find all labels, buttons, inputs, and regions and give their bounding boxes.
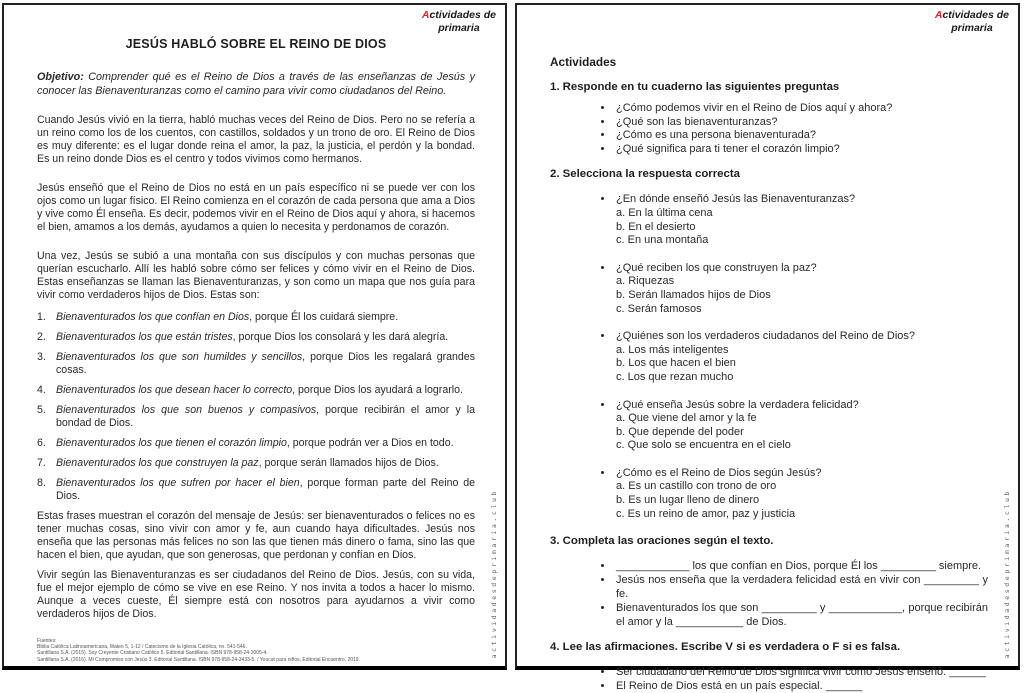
section1-title: 1. Responde en tu cuaderno las siguientes preguntas — [550, 81, 840, 93]
beatitude-rest: , porque forman parte del Reino de Dios. — [56, 477, 476, 502]
brand-logo — [935, 9, 1009, 35]
question-text: ¿En dónde enseñó Jesús las Bienaventuranzas? — [616, 193, 856, 206]
option-line: c. Que solo se encuentra en el cielo — [616, 439, 791, 452]
objective-label: Objetivo: — [37, 71, 84, 83]
option-line: a. Que viene del amor y la fe — [616, 412, 757, 425]
source-line: Biblia Católica Latinoamericana, Mateo 5, 1-12 / Catecismo de la Iglesia Católica, nn. 541-546. — [37, 644, 247, 651]
beatitude-text — [56, 331, 475, 344]
beatitude-italic-phrase: Bienaventurados los que tienen el corazón limpio — [56, 437, 287, 449]
beatitude-italic-phrase: Bienaventurados los que son humildes y sencillos — [56, 351, 303, 363]
beatitude-item — [37, 437, 475, 450]
question-text: ¿Cómo es el Reino de Dios según Jesús? — [616, 466, 822, 479]
beatitude-rest: , porque serán llamados hijos de Dios. — [258, 457, 439, 469]
question-item: • ¿Cómo podemos vivir en el Reino de Dios aquí y ahora? — [614, 102, 988, 116]
option-line: b. Que depende del poder — [616, 425, 744, 438]
objective-paragraph — [37, 71, 475, 98]
worksheet-page-activities — [515, 3, 1020, 693]
beatitude-italic-phrase: Bienaventurados los que desean hacer lo correcto — [56, 384, 293, 396]
brand-logo-line2: primaria — [951, 22, 993, 34]
body-paragraph: Jesús enseñó que el Reino de Dios no está en un país específico ni se puede ver con los ojos como un lugar físico. El Reino comienza en el corazón de cada persona que ama a Dios y vive como Él enseña. Es decir, podemos vivir en el Reino de Dios aquí y ahora, si hacemos el bien, amamos a los demás, ayudamos a quien lo necesita y perdonamos de corazón. — [37, 182, 475, 233]
multiple-choice-item — [614, 467, 988, 521]
page-content — [4, 5, 505, 666]
beatitude-text — [56, 437, 475, 450]
beatitude-number: 3. — [37, 351, 46, 363]
option-line: c. Los que rezan mucho — [616, 370, 734, 383]
body-paragraph: Una vez, Jesús se subió a una montaña con sus discípulos y con muchas personas que querían escucharlo. Allí les habló sobre cómo ser felices y cómo vivir en el Reino de Dios. Estas enseñanzas se llaman las Bienaventuranzas, y son como un mapa que nos guía para vivir como verdaderos hijos de Dios. Estas son: — [37, 250, 475, 301]
brand-logo-line2: primaria — [438, 22, 480, 34]
true-false-item: • El Reino de Dios está en un país especial. ______ — [614, 679, 988, 693]
section2-question-list — [550, 193, 988, 521]
beatitude-text — [56, 457, 475, 470]
beatitude-number: 2. — [37, 331, 46, 343]
option-line: a. En la última cena — [616, 206, 713, 219]
option-line: b. Los que hacen el bien — [616, 357, 736, 370]
options-group — [616, 275, 988, 316]
options-group — [616, 412, 988, 453]
page-content — [517, 5, 1018, 693]
beatitude-rest: , porque Dios les regalará grandes cosas. — [56, 351, 475, 376]
beatitude-item — [37, 457, 475, 470]
question-text: ¿Qué reciben los que construyen la paz? — [616, 261, 817, 274]
multiple-choice-item — [614, 399, 988, 453]
options-group — [616, 207, 988, 248]
worksheet-page-reading — [2, 3, 507, 670]
question-text: ¿Qué enseña Jesús sobre la verdadera felicidad? — [616, 398, 859, 411]
beatitude-number: 5. — [37, 404, 46, 416]
beatitude-italic-phrase: Bienaventurados los que son buenos y compasivos — [56, 404, 317, 416]
fill-in-blank-item: • Jesús nos enseña que la verdadera felicidad está en vivir con _________ y fe. — [614, 573, 988, 601]
beatitude-number: 8. — [37, 477, 46, 489]
section4-statement-list — [550, 665, 988, 693]
source-line: Santillana S.A. (2015). Soy Creyente Cristiano Católico 5. Editorial Santillana. ISBN 978-958-24-3005-4. — [37, 650, 268, 657]
question-text: ¿Quiénes son los verdaderos ciudadanos del Reino de Dios? — [616, 330, 916, 343]
site-watermark: actividadesdeprimaria.club — [490, 488, 498, 658]
beatitude-number: 7. — [37, 457, 46, 469]
fill-in-blank-item: • ____________ los que confían en Dios, porque Él los _________ siempre. — [614, 559, 988, 573]
question-item: • ¿Cómo es una persona bienaventurada? — [614, 129, 988, 143]
beatitude-number: 1. — [37, 311, 46, 323]
beatitude-rest: , porque Dios los consolará y les dará alegría. — [232, 331, 449, 343]
multiple-choice-item — [614, 262, 988, 316]
beatitude-item — [37, 331, 475, 344]
beatitudes-list — [37, 311, 475, 503]
multiple-choice-item — [614, 193, 988, 247]
option-line: b. Es un lugar lleno de dinero — [616, 494, 760, 507]
option-line: a. Riquezas — [616, 275, 675, 288]
beatitude-rest: , porque Dios los ayudará a lograrlo. — [292, 384, 463, 396]
option-line: b. En el desierto — [616, 220, 696, 233]
option-line: c. En una montaña — [616, 234, 709, 247]
beatitude-number: 6. — [37, 437, 46, 449]
beatitude-text — [56, 311, 475, 324]
beatitude-italic-phrase: Bienaventurados los que confían en Dios — [56, 311, 250, 323]
section3-title: 3. Completa las oraciones según el texto. — [550, 535, 774, 548]
fill-in-blank-item: • Bienaventurados los que son _________ y ____________, porque recibirán el amor y la ___________ de Dios. — [614, 601, 988, 629]
question-item: • ¿Qué son las bienaventuranzas? — [614, 116, 988, 130]
beatitude-rest: , porque recibirán el amor y la bondad de Dios. — [56, 404, 475, 429]
intro-paragraphs — [37, 114, 475, 302]
question-item: • ¿Qué significa para ti tener el corazón limpio? — [614, 143, 988, 157]
sources-lines — [37, 644, 465, 663]
beatitude-text — [56, 351, 475, 377]
brand-logo — [422, 9, 496, 35]
multiple-choice-item — [614, 330, 988, 384]
beatitude-text — [56, 477, 475, 503]
sources-label: Fuentes: — [37, 637, 57, 644]
brand-logo-line1: Actividades de — [934, 9, 1009, 21]
page-title: JESÚS HABLÓ SOBRE EL REINO DE DIOS — [125, 37, 387, 51]
section1-question-list — [550, 102, 988, 156]
beatitude-rest: , porque Él los cuidará siempre. — [249, 311, 399, 323]
body-paragraph: Estas frases muestran el corazón del mensaje de Jesús: ser bienaventurados o felices no es tener muchas cosas, sino vivir con amor y fe, aun cuando haya dificultades. Jesús nos enseña que las personas más felices no son las que tienen más dinero o fama, sino las que hacen el bien, que ayudan, que son generosas, que perdonan y confían en Dios. — [37, 510, 475, 561]
option-line: a. Los más inteligentes — [616, 343, 729, 356]
section4-title: 4. Lee las afirmaciones. Escribe V si es verdadera o F si es falsa. — [550, 641, 901, 654]
beatitude-text — [56, 404, 475, 430]
beatitude-item — [37, 477, 475, 503]
closing-paragraphs — [37, 510, 475, 621]
true-false-item: • Ser ciudadano del Reino de Dios significa vivir como Jesús enseñó. ______ — [614, 665, 988, 679]
body-paragraph: Vivir según las Bienaventuranzas es ser ciudadanos del Reino de Dios. Jesús, con su vida, fue el mejor ejemplo de cómo se vive en ese Reino. Y nos invita a todos a hacer lo mismo. Aunque a veces cueste, Él siempre está con nosotros para ayudarnos a vivir como verdaderos hijos de Dios. — [37, 569, 475, 620]
objective-text: Comprender qué es el Reino de Dios a través de las enseñanzas de Jesús y conocer las Bienaventuranzas como el camino para vivir como ciudadanos del Reino. — [37, 71, 475, 97]
beatitude-item — [37, 311, 475, 324]
section2-title: 2. Selecciona la respuesta correcta — [550, 168, 740, 181]
source-line: Santillana S.A. (2016). Mi Compromiso con Jesús 3. Editorial Santillana. ISBN 978-958-24-3433-5. / Youcat para niños, Editorial Encuentro, 2019. — [37, 656, 360, 663]
beatitude-italic-phrase: Bienaventurados los que están tristes — [56, 331, 233, 343]
beatitude-italic-phrase: Bienaventurados los que construyen la paz — [56, 457, 259, 469]
option-line: a. Es un castillo con trono de oro — [616, 480, 777, 493]
site-watermark: actividadesdeprimaria.club — [1003, 488, 1011, 658]
body-paragraph: Cuando Jesús vivió en la tierra, habló muchas veces del Reino de Dios. Pero no se refería a un reino como los de los cuentos, con castillos, soldados y un trono de oro. El Reino de Dios es muy diferente: es el lugar donde reina el amor, la paz, la justicia, el perdón y la bondad. Es un reino donde Dios es el centro y todos vivimos como hermanos. — [37, 114, 475, 165]
beatitude-rest: , porque podrán ver a Dios en todo. — [286, 437, 454, 449]
options-group — [616, 480, 988, 521]
option-line: b. Serán llamados hijos de Dios — [616, 288, 771, 301]
sources-footer — [37, 638, 465, 663]
activities-heading: Actividades — [550, 55, 617, 69]
brand-logo-line1: Actividades de — [421, 9, 496, 21]
beatitude-italic-phrase: Bienaventurados los que sufren por hacer el bien — [56, 477, 300, 489]
beatitude-item — [37, 404, 475, 430]
beatitude-text — [56, 384, 475, 397]
options-group — [616, 344, 988, 385]
section3-sentence-list — [550, 559, 988, 629]
beatitude-item — [37, 384, 475, 397]
beatitude-number: 4. — [37, 384, 46, 396]
option-line: c. Serán famosos — [616, 302, 702, 315]
beatitude-item — [37, 351, 475, 377]
option-line: c. Es un reino de amor, paz y justicia — [616, 507, 796, 520]
